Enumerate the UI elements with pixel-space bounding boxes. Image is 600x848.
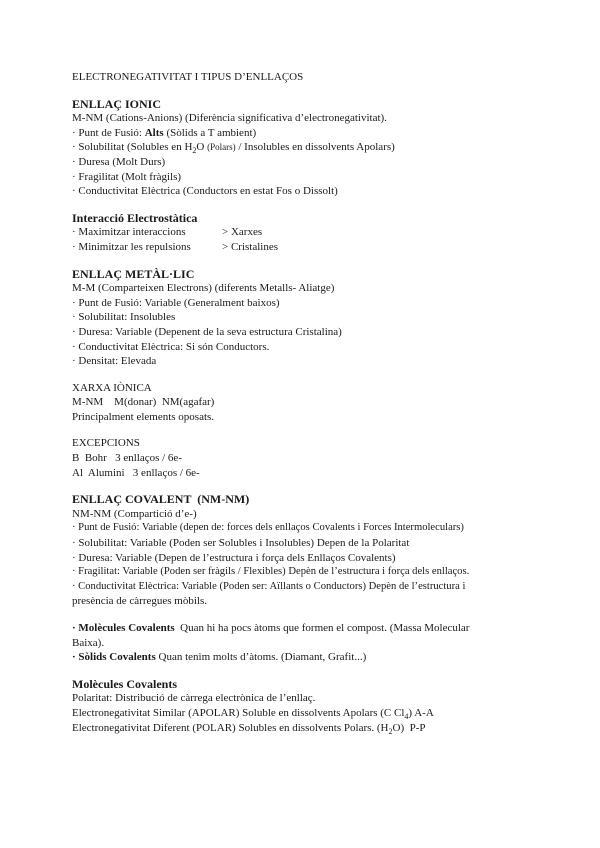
molecules-polar [72,721,542,736]
covalent-solids-label: · Sòlids Covalents [72,651,156,664]
covalent-hardness: · Duresa: Variable (Depen de l’estructura i força dels Enllaços Covalents) [72,551,396,564]
ionic-mp-bold: Alts [144,126,164,139]
ionic-network-line-2: Principalment elements oposats. [72,410,215,423]
molecules-polar-a: Electronegativitat Diferent (POLAR) Solubles en dissolvents Polars. (H [72,721,389,734]
covalent-melting-point: · Punt de Fusió: Variable (depen de: forces dels enllaços Covalents i Forces Intermoleculars) [72,522,464,534]
covalent-solids-item [72,650,542,665]
ionic-conductivity: · Conductivitat Elèctrica (Conductors en estat Fos o Dissolt) [72,185,338,198]
metallic-solubility: · Solubilitat: Insolubles [72,311,176,324]
covalent-molecules-item [72,621,542,636]
ionic-sol-a: · Solubilitat (Solubles en H [72,141,193,154]
covalent-fragility: · Fragilitat: Variable (Poden ser fràgils / Flexibles) Depèn de l’estructura i força dels enllaços. [72,566,470,578]
molecules-apolar-sub: 4 [404,712,409,722]
electrostatic-r1-right: > Xarxes [222,226,263,239]
electrostatic-row-2 [72,240,542,255]
covalent-bond-heading: ENLLAÇ COVALENT (NM-NM) [72,492,250,507]
ionic-sol-sub: 2 [192,146,197,156]
molecules-apolar-a: Electronegativitat Similar (APOLAR) Soluble en dissolvents Apolars (C Cl [72,706,405,719]
ionic-mp-label: · Punt de Fusió: [72,126,145,139]
covalent-solids-text: Quan tenim molts d’àtoms. (Diamant, Grafit...) [155,651,367,664]
electrostatic-r2-right: > Cristalines [222,240,279,253]
ionic-bond-heading: ENLLAÇ IONIC [72,96,162,111]
metallic-density: · Densitat: Elevada [72,355,157,368]
molecules-polarity: Polaritat: Distribució de càrrega electrònica de l’enllaç. [72,692,316,705]
covalent-solubility: · Solubilitat: Variable (Poden ser Solubles i Insolubles) Depen de la Polaritat [72,537,410,550]
metallic-bond-section [72,267,542,369]
ionic-hardness: · Duresa (Molt Durs) [72,155,166,168]
metallic-hardness: · Duresa: Variable (Depenent de la seva estructura Cristalina) [72,325,342,338]
ionic-bond-section [72,97,542,199]
covalent-molecules-cont: Baixa). [72,636,105,649]
ionic-sol-b: O [196,141,208,154]
exception-boron: B Bohr 3 enllaços / 6e- [72,452,182,465]
electrostatic-section [72,211,542,255]
document-title: ELECTRONEGATIVITAT I TIPUS D’ENLLAÇOS [72,71,304,83]
ionic-melting-point [72,126,542,141]
covalent-bond-section [72,492,542,609]
covalent-molecules-text: Quan hi ha pocs àtoms que formen el compost. (Massa Molecular [174,622,470,634]
exceptions-heading: EXCEPCIONS [72,437,140,450]
metallic-melting-point: · Punt de Fusió: Variable (Generalment baixos) [72,296,280,309]
ionic-network-section [72,381,542,425]
molecules-apolar [72,706,542,721]
ionic-sol-c: / Insolubles en dissolvents Apolars) [235,141,395,154]
ionic-solubility [72,140,542,155]
molecules-polar-sub: 2 [388,726,393,736]
covalent-conductivity-cont: presència de càrregues mòbils. [72,595,207,608]
electrostatic-r2-left: · Minimitzar les repulsions [72,240,191,253]
electrostatic-row-1 [72,225,542,240]
metallic-conductivity: · Conductivitat Elèctrica: Si són Conductors. [72,340,270,353]
exceptions-section [72,436,542,480]
ionic-line-1: M-NM (Cations-Anions) (Diferència significativa d’electronegativitat). [72,112,387,125]
electrostatic-heading: Interacció Electrostàtica [72,210,198,225]
molecules-heading: Molècules Covalents [72,676,177,691]
ionic-mp-rest: (Sòlids a T ambient) [163,126,257,139]
covalent-line-1: NM-NM (Compartició d’e-) [72,507,197,520]
ionic-fragility: · Fragilitat (Molt fràgils) [72,170,182,183]
document-page [72,70,542,735]
ionic-sol-small: (Polars) [207,142,236,153]
ionic-network-line-1: M-NM M(donar) NM(agafar) [72,396,215,409]
molecules-section [72,677,542,735]
electrostatic-r1-left: · Maximitzar interaccions [72,226,186,239]
molecules-apolar-b: ) A-A [408,706,434,719]
ionic-network-heading: XARXA IÒNICA [72,381,152,394]
exception-aluminium: Al Alumini 3 enllaços / 6e- [72,466,200,479]
metallic-line-1: M-M (Comparteixen Electrons) (diferents Metalls- Aliatge) [72,282,335,295]
covalent-conductivity: · Conductivitat Elèctrica: Variable (Poden ser: Aïllants o Conductors) Depèn de l’estructura i [72,580,466,592]
metallic-bond-heading: ENLLAÇ METÀL·LIC [72,266,195,281]
molecules-polar-b: O) P-P [392,721,426,734]
covalent-types-section [72,621,542,665]
covalent-molecules-label: · Molècules Covalents [72,622,175,634]
